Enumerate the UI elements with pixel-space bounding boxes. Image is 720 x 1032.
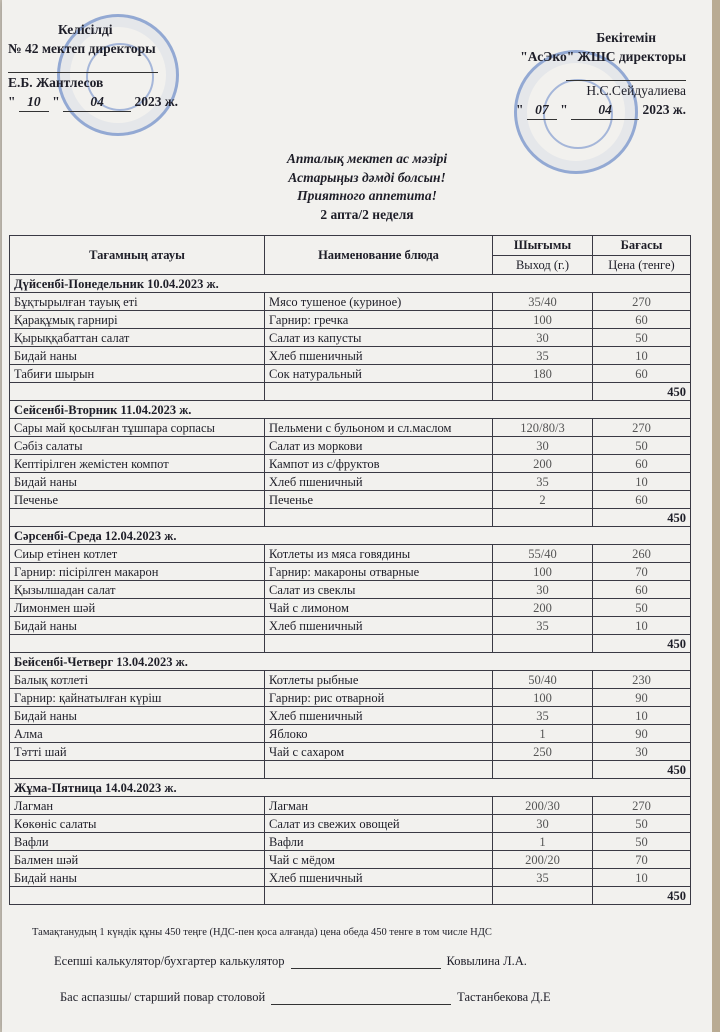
dish-price: 30 bbox=[593, 743, 691, 761]
total-row bbox=[10, 761, 691, 779]
day-total: 450 bbox=[593, 761, 691, 779]
empty-cell bbox=[265, 383, 493, 401]
table-row bbox=[10, 851, 691, 869]
dish-yield: 35 bbox=[493, 473, 593, 491]
dish-name-kz: Бидай наны bbox=[10, 869, 265, 887]
approval-right bbox=[446, 28, 686, 120]
day-total: 450 bbox=[593, 509, 691, 527]
total-row bbox=[10, 383, 691, 401]
table-row bbox=[10, 617, 691, 635]
dish-price: 10 bbox=[593, 869, 691, 887]
day-title: Дүйсенбі-Понедельник 10.04.2023 ж. bbox=[10, 275, 691, 293]
menu-table bbox=[9, 235, 691, 905]
table-row bbox=[10, 581, 691, 599]
dish-yield: 35 bbox=[493, 707, 593, 725]
dish-name-kz: Сары май қосылған тұшпара сорпасы bbox=[10, 419, 265, 437]
dish-price: 60 bbox=[593, 311, 691, 329]
table-row bbox=[10, 563, 691, 581]
day-row bbox=[10, 527, 691, 545]
header-yield-kz: Шығымы bbox=[493, 236, 593, 256]
agreed-label: Келісілді bbox=[58, 22, 113, 37]
dish-price: 50 bbox=[593, 833, 691, 851]
dish-price: 50 bbox=[593, 599, 691, 617]
dish-yield: 200/30 bbox=[493, 797, 593, 815]
dish-name-ru: Салат из моркови bbox=[265, 437, 493, 455]
approved-label: Бекітемін bbox=[596, 30, 656, 45]
approval-left bbox=[8, 20, 258, 112]
approver-name: Н.С.Сейдуалиева bbox=[586, 83, 686, 98]
empty-cell bbox=[10, 635, 265, 653]
empty-cell bbox=[10, 887, 265, 905]
dish-yield: 200 bbox=[493, 599, 593, 617]
dish-name-ru: Котлеты рыбные bbox=[265, 671, 493, 689]
signature-line bbox=[291, 968, 441, 969]
approval-date: " 10 " 04 2023 ж. bbox=[8, 92, 258, 112]
day-row bbox=[10, 275, 691, 293]
empty-cell bbox=[493, 761, 593, 779]
dish-price: 10 bbox=[593, 347, 691, 365]
table-row bbox=[10, 797, 691, 815]
dish-price: 50 bbox=[593, 329, 691, 347]
table-row bbox=[10, 743, 691, 761]
dish-price: 70 bbox=[593, 563, 691, 581]
dish-name-ru: Кампот из с/фруктов bbox=[265, 455, 493, 473]
dish-name-kz: Гарнир: пісірілген макарон bbox=[10, 563, 265, 581]
signature-line bbox=[566, 66, 686, 81]
dish-name-ru: Хлеб пшеничный bbox=[265, 473, 493, 491]
dish-name-ru: Лагман bbox=[265, 797, 493, 815]
dish-name-kz: Балмен шәй bbox=[10, 851, 265, 869]
dish-name-kz: Сәбіз салаты bbox=[10, 437, 265, 455]
dish-name-ru: Гарнир: макароны отварные bbox=[265, 563, 493, 581]
dish-name-kz: Сиыр етінен котлет bbox=[10, 545, 265, 563]
empty-cell bbox=[265, 509, 493, 527]
dish-yield: 35/40 bbox=[493, 293, 593, 311]
price-note: Тамақтанудың 1 күндік құны 450 теңге (НДС-пен қоса алғанда) цена обеда 450 тенге в том числе НДС bbox=[32, 927, 492, 938]
dish-name-ru: Салат из капусты bbox=[265, 329, 493, 347]
dish-yield: 200 bbox=[493, 455, 593, 473]
signature-chef bbox=[60, 990, 551, 1005]
dish-price: 270 bbox=[593, 419, 691, 437]
signature-line bbox=[8, 58, 158, 73]
dish-price: 260 bbox=[593, 545, 691, 563]
dish-price: 10 bbox=[593, 473, 691, 491]
dish-name-kz: Бұқтырылған тауық еті bbox=[10, 293, 265, 311]
total-row bbox=[10, 635, 691, 653]
signature-person: Ковылина Л.А. bbox=[446, 954, 527, 968]
dish-name-ru: Вафли bbox=[265, 833, 493, 851]
dish-name-kz: Қарақұмық гарнирі bbox=[10, 311, 265, 329]
dish-name-ru: Мясо тушеное (куриное) bbox=[265, 293, 493, 311]
title-line-4: 2 апта/2 неделя bbox=[320, 206, 414, 222]
dish-price: 60 bbox=[593, 491, 691, 509]
table-row bbox=[10, 725, 691, 743]
day-title: Сәрсенбі-Среда 12.04.2023 ж. bbox=[10, 527, 691, 545]
table-row bbox=[10, 329, 691, 347]
table-row bbox=[10, 707, 691, 725]
dish-price: 60 bbox=[593, 455, 691, 473]
table-row bbox=[10, 365, 691, 383]
table-row bbox=[10, 599, 691, 617]
dish-price: 270 bbox=[593, 797, 691, 815]
empty-cell bbox=[10, 383, 265, 401]
dish-name-kz: Қызылшадан салат bbox=[10, 581, 265, 599]
day-title: Бейсенбі-Четверг 13.04.2023 ж. bbox=[10, 653, 691, 671]
signature-person: Тастанбекова Д.Е bbox=[457, 990, 551, 1004]
dish-name-ru: Гарнир: рис отварной bbox=[265, 689, 493, 707]
dish-name-ru: Хлеб пшеничный bbox=[265, 869, 493, 887]
day-total: 450 bbox=[593, 635, 691, 653]
dish-name-ru: Хлеб пшеничный bbox=[265, 347, 493, 365]
menu-title bbox=[202, 150, 532, 224]
title-line-3: Приятного аппетита! bbox=[297, 188, 437, 203]
dish-name-ru: Салат из свеклы bbox=[265, 581, 493, 599]
dish-yield: 30 bbox=[493, 815, 593, 833]
empty-cell bbox=[493, 887, 593, 905]
dish-price: 90 bbox=[593, 689, 691, 707]
dish-name-kz: Вафли bbox=[10, 833, 265, 851]
empty-cell bbox=[10, 761, 265, 779]
table-row bbox=[10, 455, 691, 473]
title-line-2: Астарыңыз дәмді болсын! bbox=[288, 169, 446, 185]
dish-name-kz: Бидай наны bbox=[10, 347, 265, 365]
dish-name-kz: Балық котлеті bbox=[10, 671, 265, 689]
title-line-1: Апталық мектеп ас мәзірі bbox=[286, 151, 448, 166]
dish-name-kz: Алма bbox=[10, 725, 265, 743]
signature-role: Есепші калькулятор/бухгартер калькулятор bbox=[54, 954, 285, 968]
dish-yield: 50/40 bbox=[493, 671, 593, 689]
dish-price: 10 bbox=[593, 707, 691, 725]
day-row bbox=[10, 653, 691, 671]
table-row bbox=[10, 473, 691, 491]
dish-name-ru: Салат из свежих овощей bbox=[265, 815, 493, 833]
dish-name-ru: Гарнир: гречка bbox=[265, 311, 493, 329]
dish-yield: 55/40 bbox=[493, 545, 593, 563]
table-row bbox=[10, 437, 691, 455]
dish-name-kz: Бидай наны bbox=[10, 617, 265, 635]
dish-name-kz: Қырыққабаттан салат bbox=[10, 329, 265, 347]
table-row bbox=[10, 869, 691, 887]
day-total: 450 bbox=[593, 887, 691, 905]
dish-price: 60 bbox=[593, 581, 691, 599]
dish-yield: 35 bbox=[493, 617, 593, 635]
day-title: Сейсенбі-Вторник 11.04.2023 ж. bbox=[10, 401, 691, 419]
total-row bbox=[10, 509, 691, 527]
dish-name-kz: Табиғи шырын bbox=[10, 365, 265, 383]
table-row bbox=[10, 815, 691, 833]
background-edge bbox=[712, 0, 720, 1032]
approver-position: "АсЭко" ЖШС директоры bbox=[520, 49, 686, 64]
total-row bbox=[10, 887, 691, 905]
dish-name-ru: Хлеб пшеничный bbox=[265, 707, 493, 725]
empty-cell bbox=[265, 887, 493, 905]
dish-yield: 30 bbox=[493, 329, 593, 347]
dish-yield: 1 bbox=[493, 725, 593, 743]
day-row bbox=[10, 779, 691, 797]
dish-yield: 100 bbox=[493, 563, 593, 581]
header-price-kz: Бағасы bbox=[593, 236, 691, 256]
dish-name-ru: Сок натуральный bbox=[265, 365, 493, 383]
dish-name-ru: Пельмени с бульоном и сл.маслом bbox=[265, 419, 493, 437]
dish-name-kz: Печенье bbox=[10, 491, 265, 509]
dish-yield: 200/20 bbox=[493, 851, 593, 869]
dish-name-ru: Чай с мёдом bbox=[265, 851, 493, 869]
empty-cell bbox=[493, 509, 593, 527]
signature-accountant bbox=[54, 954, 527, 969]
dish-yield: 35 bbox=[493, 869, 593, 887]
dish-yield: 250 bbox=[493, 743, 593, 761]
dish-name-kz: Кептірілген жемістен компот bbox=[10, 455, 265, 473]
dish-yield: 30 bbox=[493, 437, 593, 455]
dish-yield: 180 bbox=[493, 365, 593, 383]
dish-name-kz: Тәтті шай bbox=[10, 743, 265, 761]
dish-name-kz: Бидай наны bbox=[10, 473, 265, 491]
dish-yield: 120/80/3 bbox=[493, 419, 593, 437]
day-total: 450 bbox=[593, 383, 691, 401]
header-yield-ru: Выход (г.) bbox=[493, 255, 593, 275]
dish-price: 10 bbox=[593, 617, 691, 635]
dish-price: 50 bbox=[593, 437, 691, 455]
dish-yield: 100 bbox=[493, 311, 593, 329]
header-name-ru: Наименование блюда bbox=[265, 236, 493, 275]
table-row bbox=[10, 347, 691, 365]
dish-yield: 30 bbox=[493, 581, 593, 599]
empty-cell bbox=[265, 635, 493, 653]
dish-name-kz: Лимонмен шәй bbox=[10, 599, 265, 617]
header-price-ru: Цена (тенге) bbox=[593, 255, 691, 275]
header-name-kz: Тағамның атауы bbox=[10, 236, 265, 275]
dish-name-ru: Чай с сахаром bbox=[265, 743, 493, 761]
approval-date: " 07 " 04 2023 ж. bbox=[446, 100, 686, 120]
dish-price: 90 bbox=[593, 725, 691, 743]
dish-name-kz: Гарнир: қайнатылған күріш bbox=[10, 689, 265, 707]
dish-price: 70 bbox=[593, 851, 691, 869]
table-row bbox=[10, 689, 691, 707]
table-row bbox=[10, 833, 691, 851]
table-row bbox=[10, 671, 691, 689]
dish-yield: 1 bbox=[493, 833, 593, 851]
table-row bbox=[10, 293, 691, 311]
dish-name-ru: Хлеб пшеничный bbox=[265, 617, 493, 635]
empty-cell bbox=[10, 509, 265, 527]
menu-sheet bbox=[2, 0, 714, 1032]
dish-name-ru: Печенье bbox=[265, 491, 493, 509]
approver-name: Е.Б. Жантлесов bbox=[8, 75, 104, 90]
empty-cell bbox=[493, 383, 593, 401]
empty-cell bbox=[493, 635, 593, 653]
dish-price: 60 bbox=[593, 365, 691, 383]
signature-line bbox=[271, 1004, 451, 1005]
day-title: Жұма-Пятница 14.04.2023 ж. bbox=[10, 779, 691, 797]
dish-name-ru: Чай с лимоном bbox=[265, 599, 493, 617]
table-row bbox=[10, 419, 691, 437]
table-row bbox=[10, 545, 691, 563]
dish-yield: 100 bbox=[493, 689, 593, 707]
table-row bbox=[10, 491, 691, 509]
empty-cell bbox=[265, 761, 493, 779]
dish-name-kz: Лагман bbox=[10, 797, 265, 815]
dish-name-ru: Котлеты из мяса говядины bbox=[265, 545, 493, 563]
table-row bbox=[10, 311, 691, 329]
dish-name-kz: Бидай наны bbox=[10, 707, 265, 725]
dish-price: 50 bbox=[593, 815, 691, 833]
dish-name-ru: Яблоко bbox=[265, 725, 493, 743]
menu-body bbox=[10, 275, 691, 905]
day-row bbox=[10, 401, 691, 419]
dish-price: 270 bbox=[593, 293, 691, 311]
signature-role: Бас аспазшы/ старший повар столовой bbox=[60, 990, 266, 1004]
dish-name-kz: Көкөніс салаты bbox=[10, 815, 265, 833]
dish-price: 230 bbox=[593, 671, 691, 689]
dish-yield: 2 bbox=[493, 491, 593, 509]
approver-position: № 42 мектеп директоры bbox=[8, 41, 156, 56]
dish-yield: 35 bbox=[493, 347, 593, 365]
